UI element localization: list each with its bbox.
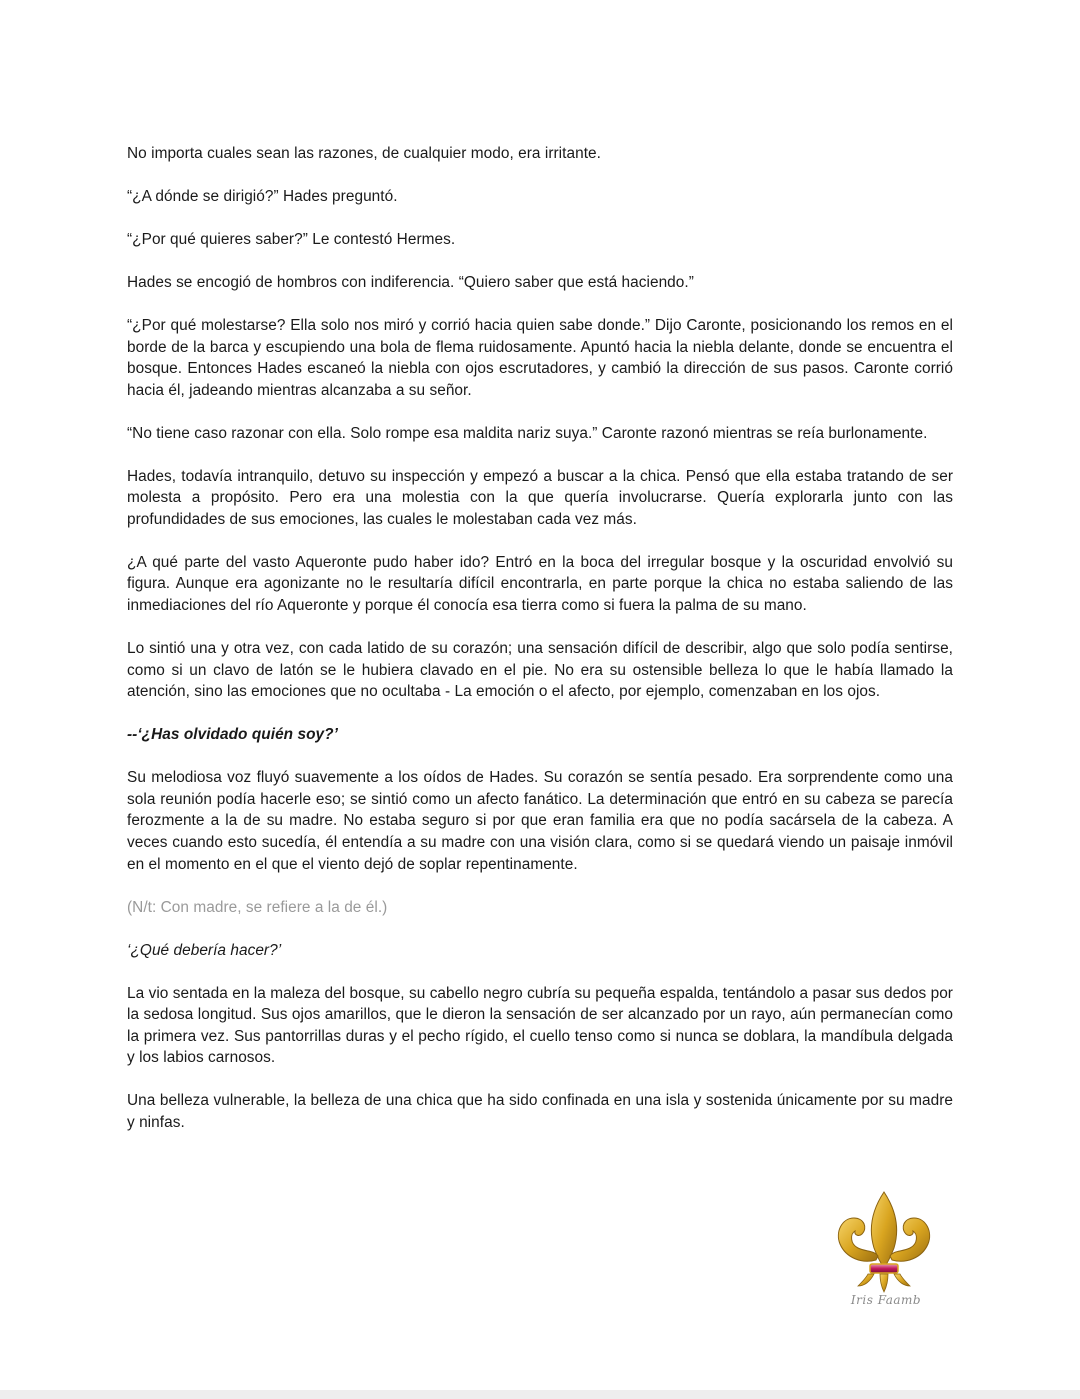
paragraph: “¿Por qué quieres saber?” Le contestó Hermes. (127, 230, 456, 248)
paragraph: La vio sentada en la maleza del bosque, su cabello negro cubría su pequeña espalda, tentándolo a pasar sus dedos por la sedosa longitud. Sus ojos amarillos, que le dieron la sensación de ser alcanzado por un rayo, aún permanecían como la primera vez. Sus pantorrillas duras y el pecho rígido, el cuello tenso como si nunca se doblara, la mandíbula delgada y los labios carnosos. (127, 984, 953, 1067)
paragraph: Lo sintió una y otra vez, con cada latido de su corazón; una sensación difícil de describir, algo que solo podía sentirse, como si un clavo de latón se le hubiera clavado en el pie. No era su ostensible belleza lo que le había llamado la atención, sino las emociones que no ocultaba - La emoción o el afecto, por ejemplo, comenzaban en los ojos. (127, 640, 953, 701)
logo-signature: Iris Faamb (850, 1293, 922, 1307)
paragraph: “No tiene caso razonar con ella. Solo rompe esa maldita nariz suya.” Caronte razonó mientras se reía burlonamente. (127, 424, 928, 442)
paragraph: “¿Por qué molestarse? Ella solo nos miró y corrió hacia quien sabe donde.” Dijo Caronte, posicionando los remos en el borde de la barca y escupiendo una bola de flema ruidosamente. Apuntó hacia la niebla delante, donde se encuentra el bosque. Entonces Hades escaneó la niebla con ojos escrutadores, y cambió la dirección de sus pasos. Caronte corrió hacia él, jadeando mientras alcanzaba a su señor. (127, 316, 953, 399)
page-bottom-edge (0, 1390, 1080, 1399)
paragraph: ¿A qué parte del vasto Aqueronte pudo haber ido? Entró en la boca del irregular bosque y la oscuridad envolvió su figura. Aunque era agonizante no le resultaría difícil encontrarla, en parte porque la chica no estaba saliendo de las inmediaciones del río Aqueronte y porque él conocía esa tierra como si fuera la palma de su mano. (127, 553, 953, 615)
story-text (127, 143, 953, 1155)
paragraph: No importa cuales sean las razones, de cualquier modo, era irritante. (127, 145, 601, 162)
dialogue-quote: --‘¿Has olvidado quién soy?’ (127, 726, 338, 744)
paragraph: Su melodiosa voz fluyó suavemente a los oídos de Hades. Su corazón se sentía pesado. Era sorprendente como una sola reunión podía hacerle eso; se sintió como un afecto fanático. La determinación que entró en su cabeza se parecía ferozmente a la de su madre. No estaba seguro si por que eran familia era que no podía sacársela de la cabeza. A veces cuando esto sucedía, él entendía a su madre con una visión clara, como si se quedará viendo un paisaje inmóvil en el momento en el que el viento dejó de soplar repentinamente. (127, 769, 953, 873)
paragraph: Hades se encogió de hombros con indiferencia. “Quiero saber que está haciendo.” (127, 273, 694, 291)
paragraph: Hades, todavía intranquilo, detuvo su inspección y empezó a buscar a la chica. Pensó que ella estaba tratando de ser molesta a propósito. Pero era una molestia con la que quería involucrarse. Quería explorarla junto con las profundidades de sus emociones, las cuales le molestaban cada vez más. (127, 467, 953, 528)
paragraph: “¿A dónde se dirigió?” Hades preguntó. (127, 187, 398, 205)
paragraph: Una belleza vulnerable, la belleza de una chica que ha sido confinada en una isla y sostenida únicamente por su madre y ninfas. (127, 1092, 953, 1131)
translator-note: (N/t: Con madre, se refiere a la de él.) (127, 898, 388, 916)
inner-thought: ‘¿Qué debería hacer?’ (127, 941, 282, 959)
